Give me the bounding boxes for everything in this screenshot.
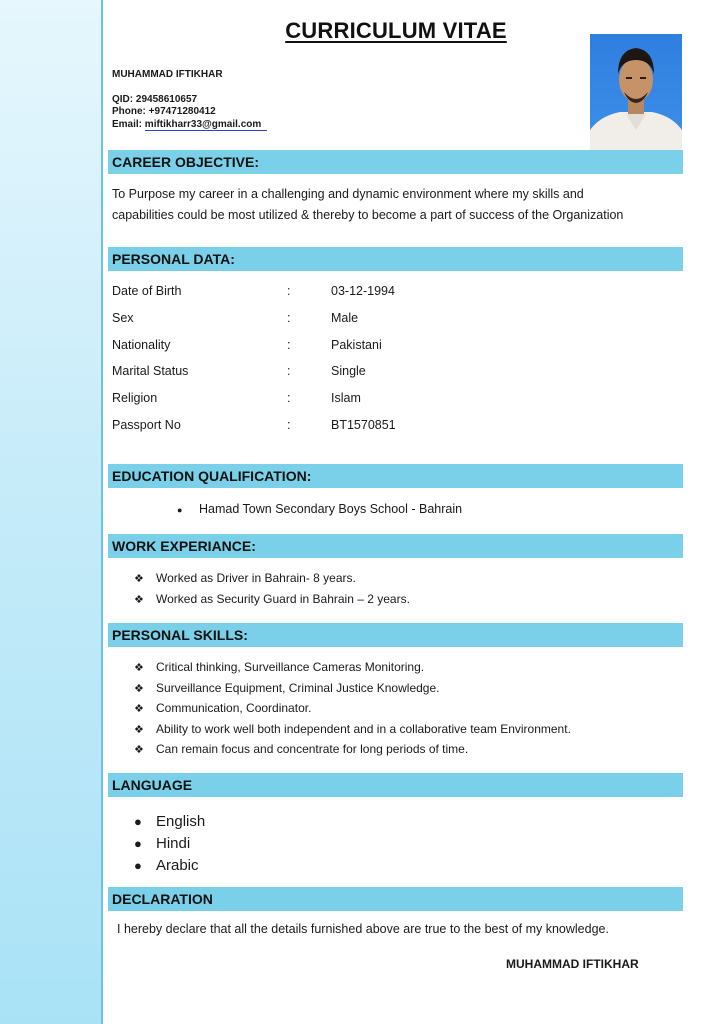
section-header-work-experience: WORK EXPERIANCE:	[108, 534, 683, 558]
bullet-dot-icon: ●	[134, 858, 142, 873]
skill-item	[134, 739, 571, 760]
diamond-bullet-icon: ❖	[134, 744, 144, 757]
work-text: Worked as Security Guard in Bahrain – 2 years.	[156, 591, 410, 606]
language-text: English	[156, 813, 206, 830]
work-experience-list	[134, 568, 410, 609]
skill-item	[134, 698, 571, 719]
field-separator: :	[287, 391, 291, 405]
qid-value: 29458610657	[135, 93, 198, 105]
career-objective-line: To Purpose my career in a challenging and dynamic environment where my skills and	[112, 187, 584, 201]
email-label: Email:	[112, 118, 143, 130]
field-label: Marital Status	[112, 364, 189, 378]
field-value: 03-12-1994	[331, 284, 395, 298]
section-header-declaration: DECLARATION	[108, 887, 683, 911]
language-item	[134, 811, 205, 833]
career-objective-line: capabilities could be most utilized & thereby to become a part of success of the Organization	[112, 208, 624, 222]
language-text: Hindi	[156, 835, 191, 852]
education-text: Hamad Town Secondary Boys School - Bahrain	[199, 502, 463, 516]
work-item	[134, 568, 410, 589]
field-separator: :	[287, 311, 291, 325]
work-item	[134, 589, 410, 610]
skill-text: Communication, Coordinator.	[156, 701, 312, 716]
signature-name: MUHAMMAD IFTIKHAR	[506, 957, 639, 971]
diamond-bullet-icon: ❖	[134, 723, 144, 736]
skill-item	[134, 719, 571, 740]
phone-value: +97471280412	[148, 106, 216, 117]
section-header-personal-data: PERSONAL DATA:	[108, 247, 683, 271]
field-value: Islam	[331, 391, 361, 405]
language-list	[134, 811, 205, 877]
field-label: Date of Birth	[112, 284, 182, 298]
education-item	[177, 502, 462, 516]
skills-list	[134, 657, 571, 760]
field-value: Male	[331, 311, 359, 325]
skill-item	[134, 678, 571, 699]
bullet-dot-icon: ●	[134, 814, 142, 829]
profile-photo	[590, 34, 682, 150]
field-separator: :	[287, 418, 291, 432]
language-item	[134, 833, 205, 855]
left-decorative-sidebar	[0, 0, 103, 1024]
applicant-name: MUHAMMAD IFTIKHAR	[112, 69, 223, 80]
field-label: Nationality	[112, 338, 171, 352]
skill-text: Critical thinking, Surveillance Cameras Monitoring.	[156, 660, 425, 674]
page-title: CURRICULUM VITAE	[285, 18, 507, 43]
person-portrait-icon	[590, 34, 682, 150]
field-label: Religion	[112, 391, 158, 405]
email-link[interactable]: miftikharr33@gmail.com	[145, 119, 267, 131]
bullet-dot-icon: ●	[134, 836, 142, 851]
field-label: Sex	[112, 311, 134, 325]
language-text: Arabic	[156, 857, 199, 874]
field-label: Passport No	[112, 418, 181, 432]
field-value: Single	[331, 364, 366, 378]
diamond-bullet-icon: ❖	[134, 662, 144, 674]
work-text: Worked as Driver in Bahrain- 8 years.	[156, 571, 356, 585]
contact-block	[112, 69, 267, 131]
field-separator: :	[287, 364, 291, 378]
field-value: BT1570851	[331, 418, 396, 432]
declaration-text: I hereby declare that all the details furnished above are true to the best of my knowledge.	[117, 922, 609, 936]
phone-line	[112, 106, 267, 119]
skill-text: Surveillance Equipment, Criminal Justice Knowledge.	[156, 680, 440, 695]
qid-label: QID:	[112, 93, 134, 105]
diamond-bullet-icon: ❖	[134, 573, 144, 585]
skill-item	[134, 657, 571, 678]
section-header-career-objective: CAREER OBJECTIVE:	[108, 150, 683, 174]
section-header-education: EDUCATION QUALIFICATION:	[108, 464, 683, 488]
diamond-bullet-icon: ❖	[134, 682, 144, 695]
section-header-language: LANGUAGE	[108, 773, 683, 797]
skill-text: Ability to work well both independent and in a collaborative team Environment.	[156, 721, 571, 736]
skill-text: Can remain focus and concentrate for long periods of time.	[156, 742, 469, 757]
language-item	[134, 855, 205, 877]
field-value: Pakistani	[331, 338, 382, 352]
diamond-bullet-icon: ❖	[134, 703, 144, 716]
qid-line	[112, 94, 267, 107]
career-objective-text	[112, 184, 682, 226]
diamond-bullet-icon: ❖	[134, 593, 144, 606]
phone-label: Phone:	[112, 106, 146, 117]
field-separator: :	[287, 338, 291, 352]
field-separator: :	[287, 284, 291, 298]
section-header-personal-skills: PERSONAL SKILLS:	[108, 623, 683, 647]
email-line	[112, 119, 267, 132]
bullet-dot-icon: ●	[177, 505, 183, 515]
